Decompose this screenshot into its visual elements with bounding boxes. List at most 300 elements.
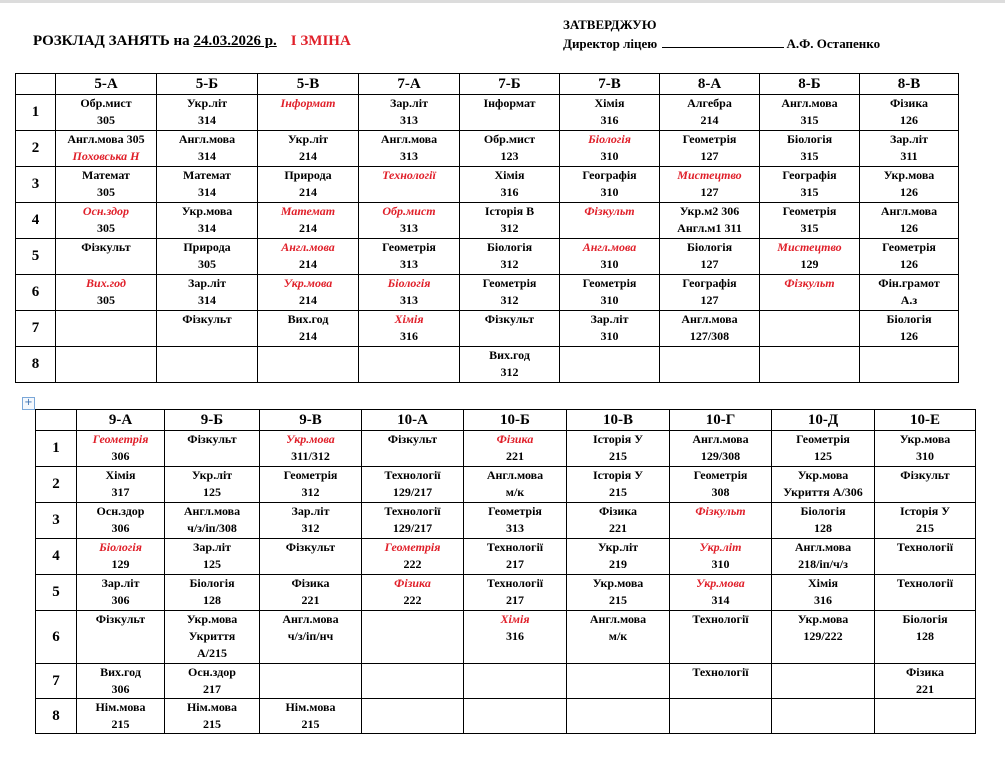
subject-name: Математ <box>280 204 336 218</box>
class-header: 10-Г <box>670 410 772 431</box>
class-header: 5-А <box>56 74 157 95</box>
class-header: 8-Б <box>760 74 860 95</box>
class-header: 7-Б <box>460 74 560 95</box>
lesson-row <box>16 203 959 239</box>
lesson-cell <box>260 611 362 664</box>
lesson-cell <box>165 575 260 611</box>
room-info: 306 <box>111 593 130 607</box>
lesson-cell <box>77 503 165 539</box>
room-info: 310 <box>600 185 619 199</box>
lesson-cell <box>464 699 567 734</box>
lesson-number: 5 <box>16 239 56 275</box>
lesson-cell <box>464 664 567 699</box>
room-info: 129/217 <box>392 521 433 535</box>
lesson-cell <box>56 131 157 167</box>
lesson-cell <box>258 311 359 347</box>
room-info: 313 <box>400 113 418 127</box>
room-info: 315 <box>800 149 819 163</box>
lesson-cell <box>359 239 460 275</box>
subject-name: Біологія <box>886 312 932 326</box>
lesson-cell <box>567 431 670 467</box>
room-info: 221 <box>506 449 524 463</box>
room-info: 314 <box>198 221 216 235</box>
room-info: 311/312 <box>291 449 330 463</box>
class-header: 9-А <box>77 410 165 431</box>
lesson-cell <box>359 311 460 347</box>
room-info: 310 <box>916 449 934 463</box>
approval-block <box>563 15 880 53</box>
subject-name: Хімія <box>394 312 424 326</box>
lesson-cell <box>260 431 362 467</box>
subject-name: Біологія <box>786 132 833 146</box>
room-info: 127 <box>700 185 719 199</box>
top-edge-line <box>0 0 1005 3</box>
subject-name: Зар.літ <box>193 540 231 554</box>
room-info: 315 <box>800 185 819 199</box>
lesson-cell <box>567 467 670 503</box>
lesson-cell <box>157 275 258 311</box>
lesson-cell <box>560 131 660 167</box>
subject-name: Фізкульт <box>584 204 635 218</box>
subject-name: Фізкульт <box>484 312 535 326</box>
subject-name: Природа <box>183 240 231 254</box>
subject-name: Укр.літ <box>287 132 329 146</box>
table-move-handle-icon[interactable]: + <box>22 397 35 410</box>
lesson-cell <box>875 699 976 734</box>
subject-name: Історія У <box>899 504 951 518</box>
lesson-cell <box>760 167 860 203</box>
class-header: 10-Д <box>772 410 875 431</box>
room-info: 316 <box>400 329 418 343</box>
lesson-cell <box>772 699 875 734</box>
subject-name: Фізкульт <box>695 504 746 518</box>
lesson-cell <box>464 539 567 575</box>
subject-name: Технології <box>896 540 954 554</box>
subject-name: Укр.мова <box>181 204 233 218</box>
subject-name: Укр.мова <box>797 468 849 482</box>
room-info: 316 <box>600 113 619 127</box>
room-info: 215 <box>301 717 320 731</box>
subject-name: Нім.мова <box>186 700 238 714</box>
subject-name: Англ.мова <box>880 204 938 218</box>
lesson-cell <box>258 95 359 131</box>
lesson-cell <box>660 203 760 239</box>
lesson-cell <box>567 664 670 699</box>
lesson-cell <box>362 467 464 503</box>
subject-name: Англ.мова <box>681 312 738 326</box>
room-info: 129/222 <box>803 629 843 643</box>
room-info: Укриття А/306 <box>783 485 863 499</box>
room-info: 310 <box>600 329 619 343</box>
lesson-row <box>16 167 959 203</box>
subject-name: Технології <box>486 576 544 590</box>
class-header: 10-Б <box>464 410 567 431</box>
lesson-cell <box>260 664 362 699</box>
lesson-cell <box>362 503 464 539</box>
lesson-cell <box>157 167 258 203</box>
schedule-table-2 <box>35 409 976 734</box>
subject-name: Біологія <box>588 132 631 146</box>
lesson-row <box>36 431 976 467</box>
lesson-number: 3 <box>16 167 56 203</box>
subject-name: Англ.мова <box>282 612 339 626</box>
room-info: 215 <box>203 717 221 731</box>
lesson-cell <box>258 347 359 383</box>
room-info: 214 <box>299 221 317 235</box>
lesson-cell <box>362 539 464 575</box>
subject-name: Географія <box>682 276 737 290</box>
lesson-cell <box>567 503 670 539</box>
room-info: 316 <box>814 593 832 607</box>
subject-name: Технології <box>486 540 544 554</box>
room-info: 306 <box>111 521 130 535</box>
lesson-cell <box>860 311 959 347</box>
room-info: 125 <box>814 449 832 463</box>
lesson-row <box>16 95 959 131</box>
subject-name: Історія У <box>592 432 644 446</box>
lesson-number: 7 <box>36 664 77 699</box>
room-info: 129/217 <box>392 485 433 499</box>
schedule-table-1 <box>15 73 959 383</box>
room-info: 125 <box>203 557 221 571</box>
lesson-cell <box>260 539 362 575</box>
subject-name: Укр.літ <box>191 468 233 482</box>
lesson-row <box>36 503 976 539</box>
room-info: 310 <box>600 257 619 271</box>
subject-name: Обр.мист <box>382 204 436 218</box>
room-info: 214 <box>299 293 317 307</box>
room-info: 215 <box>609 449 627 463</box>
subject-name: Укр.літ <box>597 540 639 554</box>
lesson-cell <box>660 131 760 167</box>
subject-name: Технології <box>382 168 436 182</box>
subject-name: Укр.літ <box>186 96 228 110</box>
room-info: 125 <box>203 485 221 499</box>
lesson-cell <box>875 431 976 467</box>
subject-name: Вих.год <box>100 665 141 679</box>
class-header: 5-Б <box>157 74 258 95</box>
subject-name: Геометрія <box>796 432 850 446</box>
subject-name: Фізика <box>598 504 638 518</box>
subject-name: Англ.мова <box>781 96 838 110</box>
lesson-number: 8 <box>36 699 77 734</box>
room-info: 310 <box>600 149 619 163</box>
lesson-cell <box>362 699 464 734</box>
lesson-cell <box>460 275 560 311</box>
lesson-cell <box>660 311 760 347</box>
lesson-cell <box>56 311 157 347</box>
lesson-cell <box>670 503 772 539</box>
lesson-cell <box>860 203 959 239</box>
room-info: 313 <box>400 149 418 163</box>
page-title <box>33 33 351 50</box>
subject-name: Хімія <box>494 168 525 182</box>
subject-name: Мистецтво <box>777 240 842 254</box>
lesson-row <box>36 467 976 503</box>
lesson-cell <box>258 239 359 275</box>
room-info: 126 <box>900 257 918 271</box>
lesson-cell <box>660 167 760 203</box>
lesson-cell <box>165 664 260 699</box>
subject-name: Укр.мова <box>883 168 935 182</box>
subject-name: Англ.мова <box>183 504 241 518</box>
lesson-cell <box>362 611 464 664</box>
lesson-cell <box>56 203 157 239</box>
room-info: 126 <box>900 329 918 343</box>
subject-name: Фізкульт <box>387 432 438 446</box>
lesson-cell <box>260 575 362 611</box>
subject-name: Біологія <box>686 240 733 254</box>
lesson-cell <box>670 431 772 467</box>
subject-name: Хімія <box>105 468 136 482</box>
room-info: 306 <box>111 682 130 696</box>
room-info: 314 <box>198 149 216 163</box>
approve-title: ЗАТВЕРДЖУЮ <box>563 17 657 32</box>
room-info: м/к <box>608 629 628 643</box>
lesson-number: 5 <box>36 575 77 611</box>
room-info: 305 <box>97 185 115 199</box>
lesson-row <box>16 131 959 167</box>
subject-name: Зар.літ <box>291 504 330 518</box>
subject-name: Укр.мова <box>899 432 951 446</box>
subject-name: Геометрія <box>384 540 441 554</box>
subject-name: Біологія <box>902 612 948 626</box>
subject-name: Геометрія <box>682 132 737 146</box>
title-prefix: РОЗКЛАД ЗАНЯТЬ на <box>33 33 194 49</box>
subject-name: Зар.літ <box>101 576 140 590</box>
subject-name: Фізика <box>889 96 929 110</box>
lesson-cell <box>772 431 875 467</box>
subject-name: Англ.мова 305 <box>67 132 145 146</box>
lesson-cell <box>56 167 157 203</box>
room-info: 314 <box>198 113 216 127</box>
subject-name: Фізика <box>394 576 431 590</box>
subject-name: Технології <box>692 665 749 679</box>
room-info: 313 <box>400 221 418 235</box>
room-info: 221 <box>609 521 627 535</box>
lesson-cell <box>760 239 860 275</box>
room-info: ч/з/іп/нч <box>287 629 334 643</box>
room-info: 314 <box>198 293 216 307</box>
lesson-cell <box>567 699 670 734</box>
room-info: 217 <box>506 557 524 571</box>
room-info: 128 <box>814 521 832 535</box>
subject-name: Технології <box>384 468 441 482</box>
room-info: 129/308 <box>700 449 741 463</box>
lesson-number: 8 <box>16 347 56 383</box>
room-info: 214 <box>299 185 317 199</box>
header-corner-cell <box>36 410 77 431</box>
room-info: 214 <box>299 329 317 343</box>
class-header: 8-В <box>860 74 959 95</box>
lesson-number: 4 <box>16 203 56 239</box>
lesson-cell <box>260 467 362 503</box>
room-info: 306 <box>111 449 130 463</box>
lesson-cell <box>860 95 959 131</box>
lesson-cell <box>760 203 860 239</box>
subject-name: Фізика <box>291 576 330 590</box>
room-info: 127/308 <box>689 329 730 343</box>
subject-name: Вих.год <box>86 276 126 290</box>
subject-name: Укр.мова <box>592 576 644 590</box>
lesson-row <box>36 699 976 734</box>
lesson-row <box>16 275 959 311</box>
lesson-cell <box>56 347 157 383</box>
lesson-cell <box>875 467 976 503</box>
lesson-cell <box>258 203 359 239</box>
subject-name: Фін.грамот <box>878 276 940 290</box>
lesson-cell <box>567 611 670 664</box>
lesson-cell <box>460 239 560 275</box>
lesson-number: 4 <box>36 539 77 575</box>
lesson-cell <box>165 467 260 503</box>
room-info: Поховська Н <box>72 149 140 163</box>
lesson-cell <box>875 611 976 664</box>
subject-name: Фізкульт <box>81 240 131 254</box>
room-info: 129 <box>111 557 130 571</box>
lesson-cell <box>157 203 258 239</box>
lesson-cell <box>660 239 760 275</box>
lesson-cell <box>165 611 260 664</box>
subject-name: Фізкульт <box>187 432 237 446</box>
room-info: 221 <box>301 593 320 607</box>
subject-name: Геометрія <box>482 276 537 290</box>
lesson-cell <box>760 95 860 131</box>
subject-name: Геометрія <box>693 468 748 482</box>
lesson-cell <box>359 275 460 311</box>
lesson-cell <box>464 431 567 467</box>
room-info: 128 <box>916 629 934 643</box>
subject-name: Англ.мова <box>692 432 749 446</box>
room-info: 127 <box>700 257 719 271</box>
lesson-cell <box>157 311 258 347</box>
room-info: 219 <box>609 557 627 571</box>
subject-name: Фізкульт <box>900 468 950 482</box>
lesson-cell <box>260 699 362 734</box>
room-info: 217 <box>506 593 524 607</box>
room-info: 312 <box>500 293 519 307</box>
subject-name: Укр.мова <box>797 612 849 626</box>
lesson-number: 6 <box>16 275 56 311</box>
lesson-cell <box>359 167 460 203</box>
lesson-cell <box>772 467 875 503</box>
class-header: 7-А <box>359 74 460 95</box>
room-info: 222 <box>403 593 422 607</box>
subject-name: Біологія <box>99 540 142 554</box>
lesson-cell <box>77 467 165 503</box>
room-info: 312 <box>301 485 320 499</box>
room-info: 214 <box>299 149 317 163</box>
lesson-row <box>36 611 976 664</box>
subject-name: Алгебра <box>687 96 732 110</box>
lesson-cell <box>157 95 258 131</box>
lesson-cell <box>157 131 258 167</box>
lesson-cell <box>77 539 165 575</box>
lesson-cell <box>860 347 959 383</box>
room-info: 222 <box>403 557 422 571</box>
subject-name: Хімія <box>594 96 625 110</box>
lesson-number: 1 <box>16 95 56 131</box>
lesson-cell <box>772 611 875 664</box>
lesson-number: 2 <box>16 131 56 167</box>
class-header: 7-В <box>560 74 660 95</box>
room-info: 214 <box>700 113 719 127</box>
room-info: м/к <box>505 485 525 499</box>
subject-name: Технології <box>384 504 441 518</box>
lesson-cell <box>567 539 670 575</box>
lesson-cell <box>359 203 460 239</box>
room-info: 314 <box>711 593 730 607</box>
lesson-cell <box>860 275 959 311</box>
subject-name: Фізкульт <box>285 540 336 554</box>
lesson-number: 3 <box>36 503 77 539</box>
subject-name: Геометрія <box>283 468 338 482</box>
director-name: А.Ф. Остапенко <box>786 36 881 51</box>
subject-name: Англ.мова <box>486 468 544 482</box>
subject-name: Природа <box>284 168 332 182</box>
room-info: 127 <box>700 149 719 163</box>
class-header: 10-В <box>567 410 670 431</box>
room-info: 312 <box>500 365 519 379</box>
room-info: 217 <box>203 682 221 696</box>
header-corner-cell <box>16 74 56 95</box>
subject-name: Геометрія <box>582 276 637 290</box>
lesson-cell <box>772 664 875 699</box>
class-header: 10-А <box>362 410 464 431</box>
room-info: 129 <box>800 257 819 271</box>
room-info: 312 <box>500 221 519 235</box>
room-info: А.з <box>900 293 918 307</box>
lesson-cell <box>359 131 460 167</box>
subject-name: Осн.здор <box>96 504 145 518</box>
lesson-cell <box>560 311 660 347</box>
lesson-row <box>36 664 976 699</box>
room-info: 312 <box>301 521 320 535</box>
lesson-cell <box>875 664 976 699</box>
lesson-cell <box>258 131 359 167</box>
subject-name: Інформат <box>280 96 336 110</box>
lesson-cell <box>567 575 670 611</box>
class-header: 8-А <box>660 74 760 95</box>
subject-name: Укр.мова <box>186 612 238 626</box>
room-info: 126 <box>900 113 918 127</box>
lesson-cell <box>670 467 772 503</box>
room-info: 310 <box>711 557 730 571</box>
lesson-cell <box>560 275 660 311</box>
lesson-row <box>16 311 959 347</box>
lesson-cell <box>157 239 258 275</box>
subject-name: Осн.здор <box>188 665 236 679</box>
room-info: 308 <box>711 485 730 499</box>
director-label: Директор ліцею <box>563 36 658 51</box>
room-info: 123 <box>500 149 519 163</box>
lesson-number: 1 <box>36 431 77 467</box>
lesson-cell <box>464 503 567 539</box>
lesson-number: 7 <box>16 311 56 347</box>
lesson-cell <box>77 575 165 611</box>
subject-name: Фізкульт <box>182 312 232 326</box>
subject-name: Нім.мова <box>95 700 146 714</box>
lesson-cell <box>464 611 567 664</box>
room-info: 313 <box>400 293 418 307</box>
shift-label: І ЗМІНА <box>290 33 351 49</box>
subject-name: Укр.м2 306 <box>679 204 740 218</box>
subject-name: Обр.мист <box>483 132 536 146</box>
room-info: 126 <box>900 221 918 235</box>
room-info: ч/з/іп/308 <box>187 521 237 535</box>
room-info: 215 <box>609 593 627 607</box>
lesson-cell <box>56 275 157 311</box>
